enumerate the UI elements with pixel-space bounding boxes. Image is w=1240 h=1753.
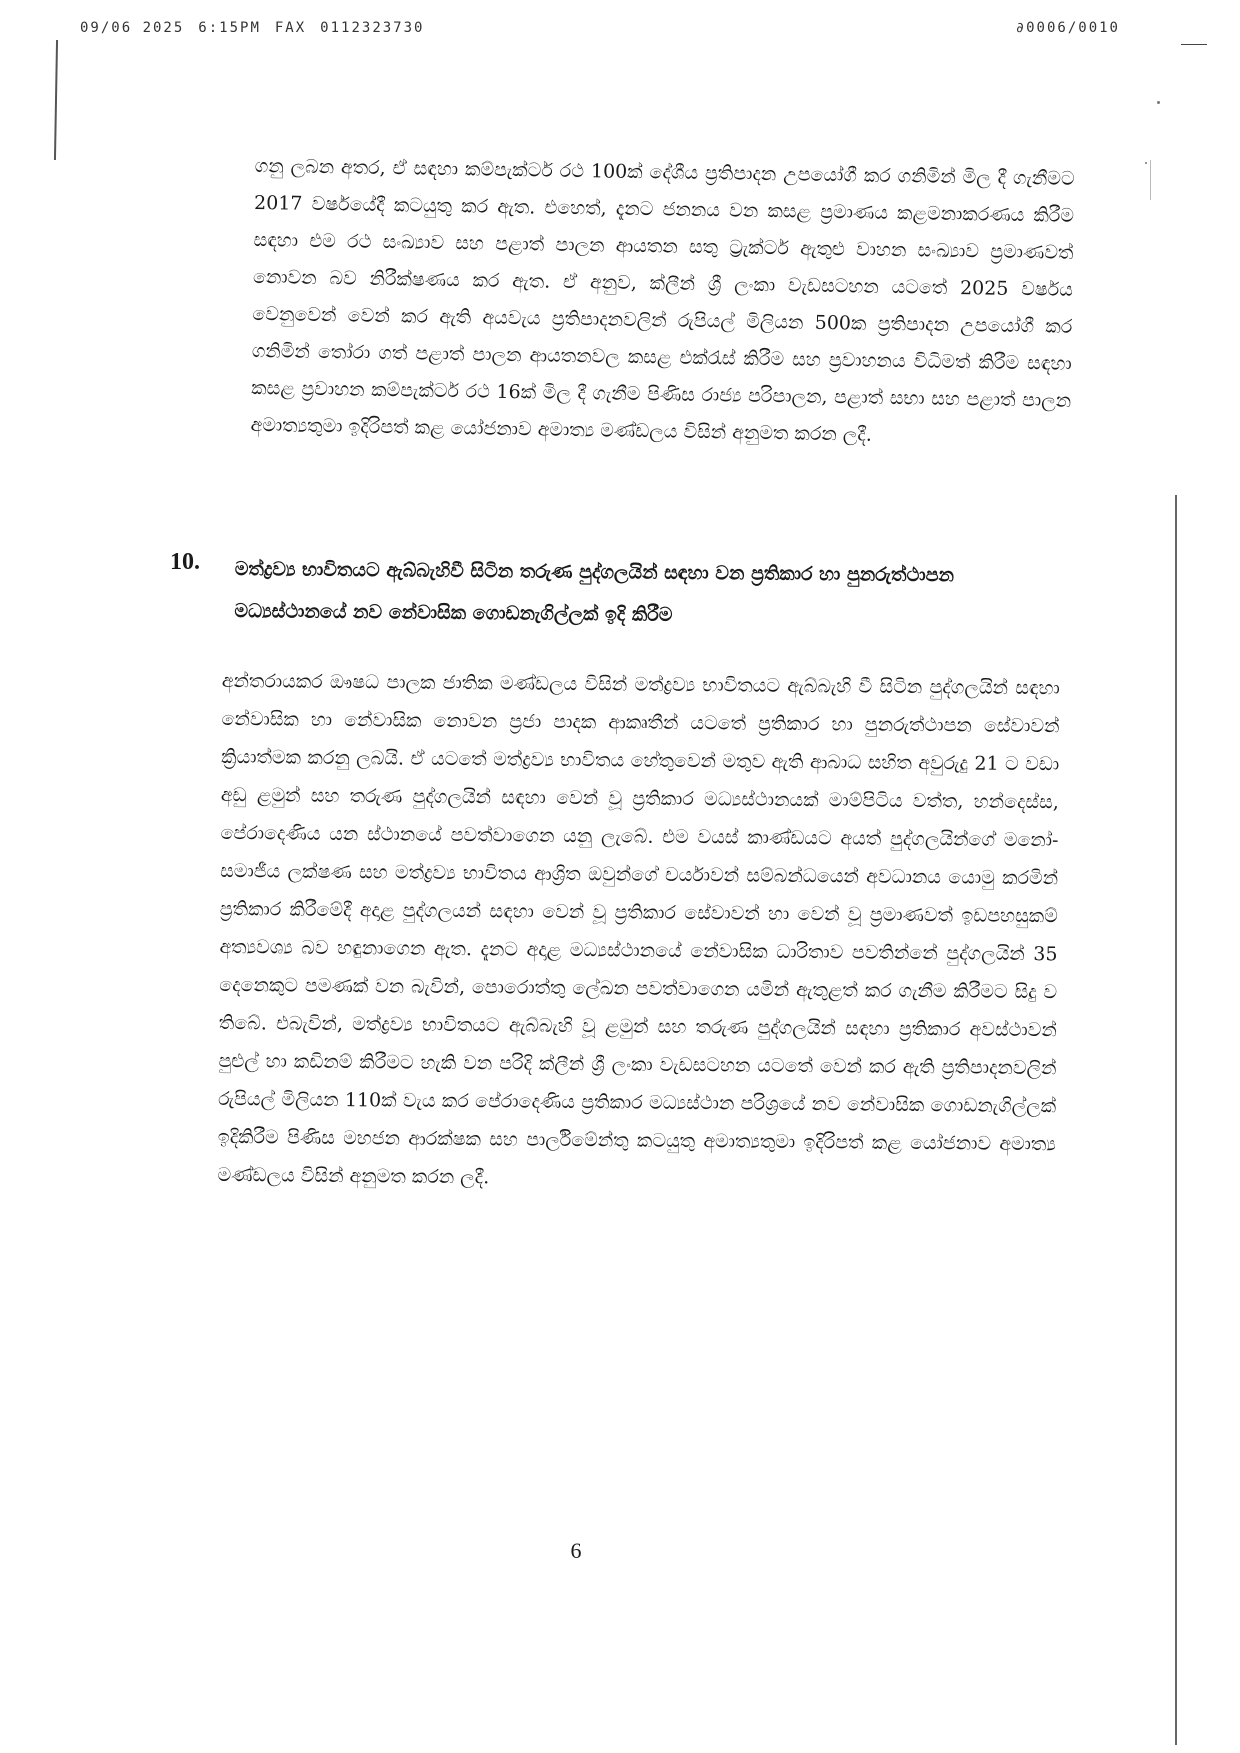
scan-speck [1157, 101, 1160, 104]
fax-time: 6:15PM [198, 20, 261, 36]
fax-date: 09/06 2025 [80, 20, 185, 36]
right-margin-mark-faint [1150, 160, 1151, 200]
paragraph-1: ගනු ලබන අතර, ඒ සඳහා කම්පැක්ටර් රථ 100ක් දේශීය ප්‍රතිපාදන උපයෝගී කර ගනිමින් මිල දී ගැනීමට 2017 වර්ෂයේදී කටයුතු කර ඇත. එහෙත්, දැනට ජනනය වන කසළ ප්‍රමාණය කළමනාකරණය කිරීම සඳහා එම රථ සංඛ්‍යාව සහ පළාත් පාලන ආයතන සතු ට්‍රැක්ටර් ඇතුළු වාහන සංඛ්‍යාව ප්‍රමාණවත් නොවන බව නිරීක්ෂණය කර ඇත. ඒ අනුව, ක්ලීන් ශ්‍රී ලංකා වැඩසටහන යටතේ 2025 වර්ෂය වෙනුවෙන් වෙන් කර ඇති අයවැය ප්‍රතිපාදනවලින් රුපියල් මිලියන 500ක ප්‍රතිපාදන උපයෝගී කර ගනිමින් තෝරා ගත් පළාත් පාලන ආයතනවල කසළ එක්රැස් කිරීම සහ ප්‍රවාහනය විධිමත් කිරීම සඳහා කසළ ප්‍රවාහන කම්පැක්ටර් රථ 16ක් මිල දී ගැනීම පිණිස රාජ්‍ය පරිපාලන, පළාත් සභා සහ පළාත් පාලන අමාත්‍යතුමා ඉදිරිපත් කළ යෝජනාව අමාත්‍ය මණ්ඩලය විසින් අනුමත කරන ලදී. [250, 154, 1075, 446]
fax-number: 0112323730 [320, 20, 425, 36]
scan-speck [1145, 162, 1147, 164]
fax-page-counter: ∂0006/0010 [1015, 20, 1120, 36]
right-margin-line [1175, 495, 1177, 1745]
paragraph-2: අන්තරායකර ඖෂධ පාලක ජාතික මණ්ඩලය විසින් මත්ද්‍රව්‍ය භාවිතයට ඇබ්බැහි වී සිටින පුද්ගලයින් සඳහා නේවාසික හා නේවාසික නොවන ප්‍රජා පාදක ආකෘතීන් යටතේ ප්‍රතිකාර හා පුනරුත්ථාපන සේවාවන් ක්‍රියාත්මක කරනු ලබයි. ඒ යටතේ මත්ද්‍රව්‍ය භාවිතය හේතුවෙන් මතුව ඇති ආබාධ සහිත අවුරුදු 21 ට වඩා අඩු ළමුන් සහ තරුණ පුද්ගලයින් සඳහා වෙන් වූ ප්‍රතිකාර මධ්‍යස්ථානයක් මාම්පිටිය වත්ත, හන්දෙස්ස, පේරාදෙණිය යන ස්ථානයේ පවත්වාගෙන යනු ලැබේ. එම වයස් කාණ්ඩයට අයත් පුද්ගලයින්ගේ මනෝ-සමාජීය ලක්ෂණ සහ මත්ද්‍රව්‍ය භාවිතය ආශ්‍රිත ඔවුන්ගේ චර්යාවන් සම්බන්ධයෙන් අවධානය යොමු කරමින් ප්‍රතිකාර කිරීමේදී අදාළ පුද්ගලයන් සඳහා වෙන් වූ ප්‍රතිකාර සේවාවන් හා වෙන් වූ ප්‍රමාණවත් ඉඩපහසුකම් අත්‍යවශ්‍ය බව හඳුනාගෙන ඇත. දැනට අදාළ මධ්‍යස්ථානයේ නේවාසික ධාරිතාව පවතින්නේ පුද්ගලයින් 35 දෙනෙකුට පමණක් වන බැවින්, පොරොත්තු ලේඛන පවත්වාගෙන යමින් ඇතුළත් කර ගැනීම කිරීමට සිදු ව තිබේ. එබැවින්, මත්ද්‍රව්‍ය භාවිතයට ඇබ්බැහි වූ ළමුන් සහ තරුණ පුද්ගලයින් සඳහා ප්‍රතිකාර අවස්ථාවන් පුළුල් හා කඩිනම් කිරීමට හැකි වන පරිදි ක්ලීන් ශ්‍රී ලංකා වැඩසටහන යටතේ වෙන් කර ඇති ප්‍රතිපාදනවලින් රුපියල් මිලියන 110ක් වැය කර පේරාදෙණිය ප්‍රතිකාර මධ්‍යස්ථාන පරිශ්‍රයේ නව නේවාසික ගොඩනැගිල්ලක් ඉදිකිරීම පිණිස මහජන ආරක්ෂක සහ පාර්ලිමේන්තු කටයුතු අමාත්‍යතුමා ඉදිරිපත් කළ යෝජනාව අමාත්‍ය මණ්ඩලය විසින් අනුමත කරන ලදී. [217, 669, 1060, 1189]
left-margin-mark [54, 40, 58, 160]
header-dash [1181, 44, 1207, 45]
fax-label: FAX [274, 20, 307, 36]
page-number: 6 [570, 1538, 582, 1563]
section-number: 10. [170, 549, 200, 575]
section-title: මත්ද්‍රව්‍ය භාවිතයට ඇබ්බැහිවී සිටින තරුණ පුද්ගලයින් සඳහා වන ප්‍රතිකාර හා පුනරුත්ථාපන මධ්‍යස්ථානයේ නව නේවාසික ගොඩනැගිල්ලක් ඉදි කිරීම [234, 557, 955, 626]
fax-header [80, 20, 1160, 42]
fax-header-left [80, 20, 438, 36]
